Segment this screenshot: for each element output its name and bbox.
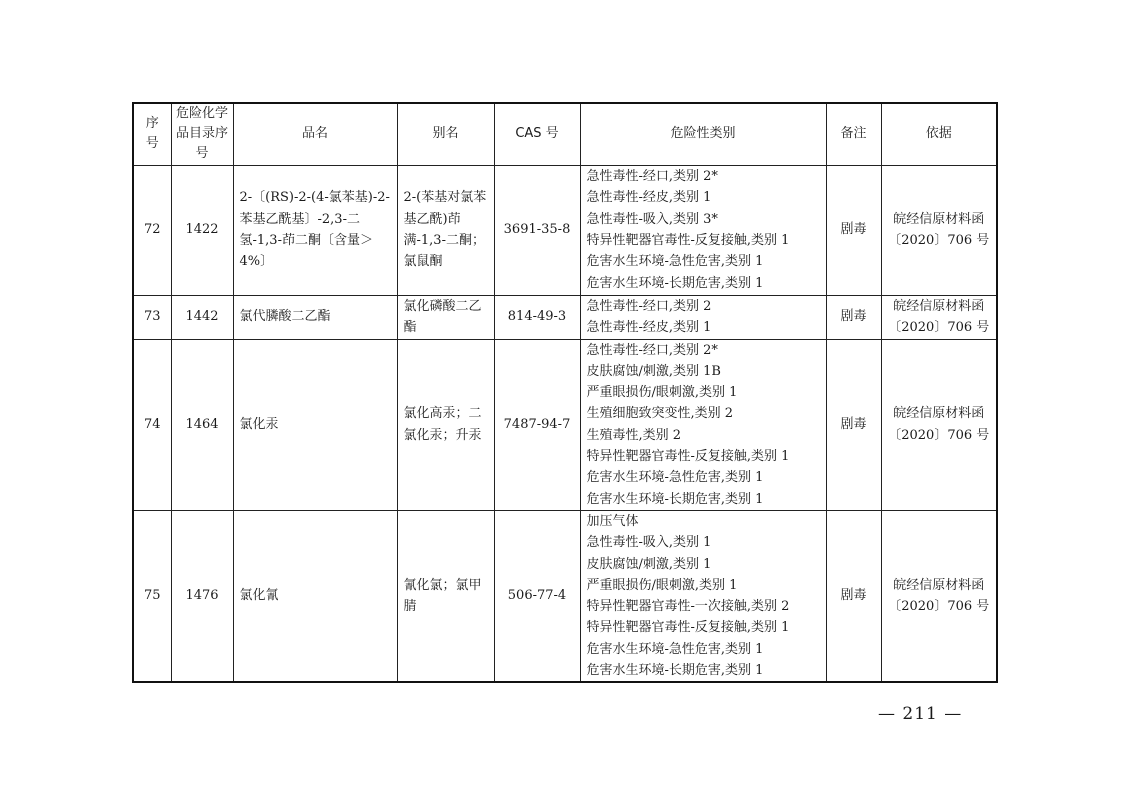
- cell-hazard: [580, 339, 826, 510]
- cell-seq: 74: [133, 339, 171, 510]
- cell-alias: 氯化高汞；二氯化汞；升汞: [397, 339, 494, 510]
- hazard-line: 严重眼损伤/眼刺激,类别 1: [586, 577, 738, 593]
- cell-remark: 剧毒: [826, 295, 881, 339]
- hazard-line: 急性毒性-吸入,类别 3*: [586, 211, 718, 227]
- hazard-line: 加压气体: [586, 513, 639, 529]
- cell-hazard: [580, 295, 826, 339]
- hazard-line: 危害水生环境-急性危害,类别 1: [586, 641, 764, 657]
- hazard-line: 危害水生环境-急性危害,类别 1: [586, 470, 764, 486]
- cell-seq: 73: [133, 295, 171, 339]
- cell-catalog-number: 1422: [171, 165, 233, 295]
- header-cas: CAS 号: [494, 103, 580, 165]
- page-number: — 211 —: [878, 704, 963, 724]
- cell-remark: 剧毒: [826, 510, 881, 682]
- cell-cas: 814-49-3: [494, 295, 580, 339]
- header-row: [133, 103, 997, 165]
- cell-seq: 72: [133, 165, 171, 295]
- cell-catalog-number: 1464: [171, 339, 233, 510]
- cell-basis: 皖经信原材料函〔2020〕706 号: [881, 165, 997, 295]
- hazard-line: 急性毒性-经口,类别 2*: [586, 342, 718, 358]
- cell-catalog-number: 1476: [171, 510, 233, 682]
- hazard-line: 特异性靶器官毒性-反复接触,类别 1: [586, 620, 790, 636]
- hazard-line: 皮肤腐蚀/刺激,类别 1: [586, 556, 712, 572]
- hazard-line: 急性毒性-经口,类别 2*: [586, 169, 718, 185]
- cell-cas: 506-77-4: [494, 510, 580, 682]
- header-remark: 备注: [826, 103, 881, 165]
- header-hazard: 危险性类别: [580, 103, 826, 165]
- table-row: [133, 165, 997, 295]
- table-row: [133, 295, 997, 339]
- cell-remark: 剧毒: [826, 165, 881, 295]
- hazard-line: 皮肤腐蚀/刺激,类别 1B: [586, 363, 721, 379]
- cell-hazard: [580, 510, 826, 682]
- hazard-line: 生殖毒性,类别 2: [586, 427, 682, 443]
- cell-seq: 75: [133, 510, 171, 682]
- cell-alias: 氰化氯；氯甲腈: [397, 510, 494, 682]
- cell-alias: 2-(苯基对氯苯基乙酰)茚满-1,3-二酮；氯鼠酮: [397, 165, 494, 295]
- hazard-line: 特异性靶器官毒性-一次接触,类别 2: [586, 599, 790, 615]
- cell-remark: 剧毒: [826, 339, 881, 510]
- hazard-line: 急性毒性-经皮,类别 1: [586, 320, 712, 335]
- hazard-line: 急性毒性-吸入,类别 1: [586, 535, 712, 551]
- hazard-line: 危害水生环境-长期危害,类别 1: [586, 491, 764, 507]
- hazard-line: 急性毒性-经皮,类别 1: [586, 190, 712, 206]
- cell-catalog-number: 1442: [171, 295, 233, 339]
- table-row: [133, 339, 997, 510]
- hazard-line: 特异性靶器官毒性-反复接触,类别 1: [586, 233, 790, 248]
- cell-name: 2-〔(RS)-2-(4-氯苯基)-2-苯基乙酰基〕-2,3-二氢-1,3-茚二酮〔含量＞4%〕: [233, 165, 397, 295]
- header-basis: 依据: [881, 103, 997, 165]
- header-name: 品名: [233, 103, 397, 165]
- cell-alias: 氯化磷酸二乙酯: [397, 295, 494, 339]
- hazard-line: 急性毒性-经口,类别 2: [586, 298, 712, 314]
- table-row: [133, 510, 997, 682]
- hazard-line: 危害水生环境-急性危害,类别 1: [586, 254, 764, 270]
- hazard-line: 严重眼损伤/眼刺激,类别 1: [586, 385, 738, 401]
- cell-name: 氯代膦酸二乙酯: [233, 295, 397, 339]
- cell-cas: 3691-35-8: [494, 165, 580, 295]
- hazard-line: 危害水生环境-长期危害,类别 1: [586, 663, 764, 679]
- header-seq: 序号: [133, 103, 171, 165]
- header-alias: 别名: [397, 103, 494, 165]
- cell-basis: 皖经信原材料函〔2020〕706 号: [881, 295, 997, 339]
- hazard-line: 特异性靶器官毒性-反复接触,类别 1: [586, 448, 790, 464]
- cell-basis: 皖经信原材料函〔2020〕706 号: [881, 510, 997, 682]
- hazardous-chemicals-table: [132, 102, 998, 683]
- header-catalog-number: 危险化学品目录序号: [171, 103, 233, 165]
- cell-basis: 皖经信原材料函〔2020〕706 号: [881, 339, 997, 510]
- hazard-line: 危害水生环境-长期危害,类别 1: [586, 275, 764, 291]
- cell-name: 氯化汞: [233, 339, 397, 510]
- cell-cas: 7487-94-7: [494, 339, 580, 510]
- cell-hazard: [580, 165, 826, 295]
- cell-name: 氯化氰: [233, 510, 397, 682]
- hazard-line: 生殖细胞致突变性,类别 2: [586, 406, 734, 422]
